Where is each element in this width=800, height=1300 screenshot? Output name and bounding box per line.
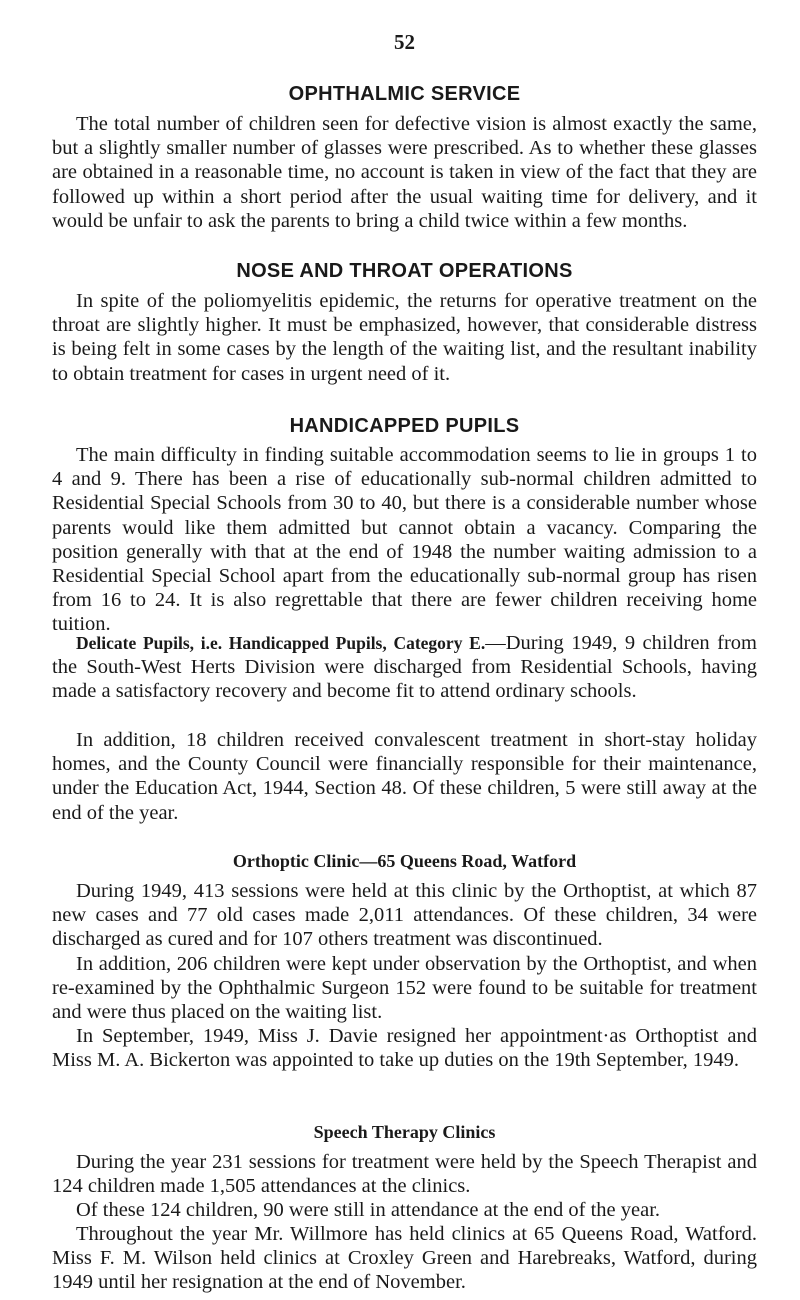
- section-title-ophthalmic: OPHTHALMIC SERVICE: [288, 83, 521, 105]
- paragraph-handicapped: The main difficulty in finding suitable accommodation seems to lie in groups 1 to 4 and 9. There has been a rise of educationally sub-normal children admitted to Residential Special Schools from 30 to 40, but there is a considerable number whose parents would like them admitted but cannot obtain a vacancy. Comparing the position generally with that at the end of 1948 the number waiting admission to a Residential Special School apart from the educationally sub-normal group has risen from 16 to 24. It is also regrettable that there are fewer children receiving home tuition.: [52, 444, 757, 636]
- delicate-pupils-text: —During 1949, 9 children from the South-West Herts Division were discharged from Residential Schools, having made a satisfactory recovery and become fit to attend ordinary schools.: [52, 632, 757, 703]
- delicate-pupils-lead: Delicate Pupils, i.e. Handicapped Pupils, Category E.: [76, 633, 486, 653]
- paragraph-nose-throat: In spite of the poliomyelitis epidemic, the returns for operative treatment on the throat are slightly higher. It must be emphasized, however, that considerable distress is being felt in some cases by the length of the waiting list, and the resultant inability to obtain treatment for cases in urgent need of it.: [52, 290, 757, 385]
- page-number: 52: [394, 30, 415, 54]
- section-title-orthoptic: Orthoptic Clinic—65 Queens Road, Watford: [232, 851, 577, 871]
- section-title-handicapped: HANDICAPPED PUPILS: [289, 415, 520, 437]
- section-title-nose-throat: NOSE AND THROAT OPERATIONS: [236, 260, 573, 282]
- paragraph-orthoptic-2: In addition, 206 children were kept under observation by the Orthoptist, and when re-examined by the Ophthalmic Surgeon 152 were found to be suitable for treatment and were thus placed on the waiting list.: [52, 953, 757, 1024]
- paragraph-speech-1: During the year 231 sessions for treatment were held by the Speech Therapist and 124 children made 1,505 attendances at the clinics.: [52, 1151, 757, 1198]
- paragraph-speech-3: Throughout the year Mr. Willmore has held clinics at 65 Queens Road, Watford. Miss F. M. Wilson held clinics at Croxley Green and Harebreaks, Watford, during 1949 until her resignation at the end of November.: [52, 1223, 757, 1294]
- paragraph-orthoptic-1: During 1949, 413 sessions were held at this clinic by the Orthoptist, at which 87 new cases and 77 old cases made 2,011 attendances. Of these children, 34 were discharged as cured and for 107 others treatment was discontinued.: [52, 880, 757, 951]
- paragraph-orthoptic-3: In September, 1949, Miss J. Davie resigned her appointment·as Orthoptist and Miss M. A. Bickerton was appointed to take up duties on the 19th September, 1949.: [52, 1025, 757, 1072]
- paragraph-convalescent: In addition, 18 children received convalescent treatment in short-stay holiday homes, and the County Council were financially responsible for their maintenance, under the Education Act, 1944, Section 48. Of these children, 5 were still away at the end of the year.: [52, 729, 757, 824]
- section-title-speech: Speech Therapy Clinics: [313, 1122, 496, 1142]
- paragraph-ophthalmic: The total number of children seen for defective vision is almost exactly the same, but a slightly smaller number of glasses were prescribed. As to whether these glasses are obtained in a reasonable time, no account is taken in view of the fact that they are followed up within a short period after the usual waiting time for delivery, and it would be unfair to ask the parents to bring a child twice within a few months.: [52, 113, 757, 232]
- paragraph-speech-2: Of these 124 children, 90 were still in attendance at the end of the year.: [76, 1199, 661, 1221]
- paragraph-delicate-pupils: [52, 631, 757, 704]
